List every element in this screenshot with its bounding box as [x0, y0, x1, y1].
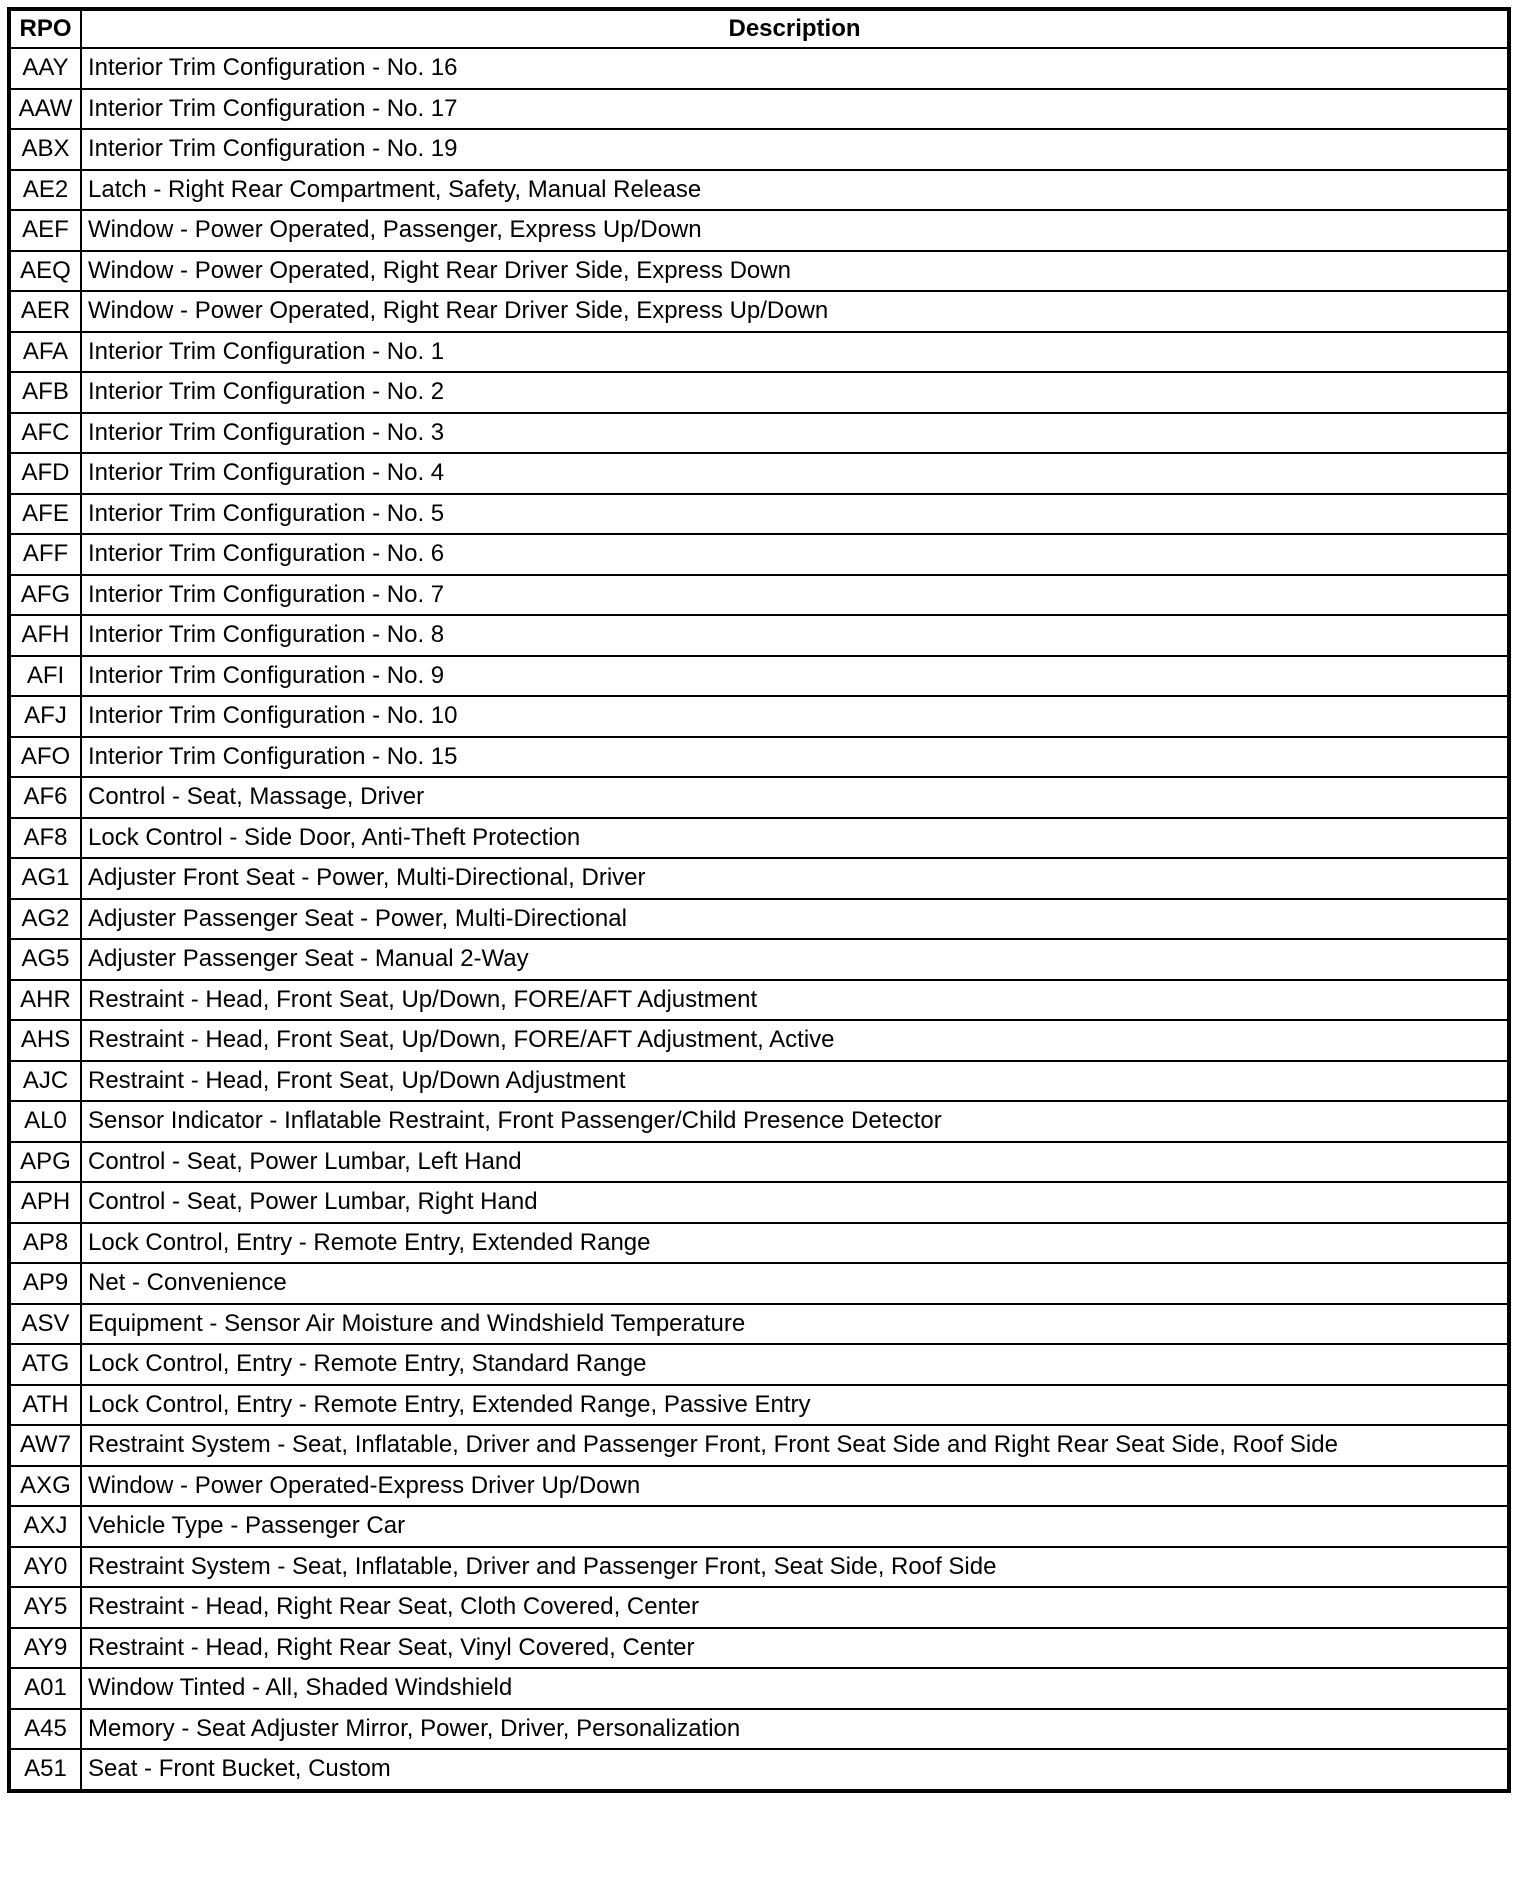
rpo-code-cell: AEQ — [9, 251, 81, 292]
rpo-code-cell: AW7 — [9, 1425, 81, 1466]
description-cell: Interior Trim Configuration - No. 3 — [81, 413, 1509, 454]
rpo-code-cell: APH — [9, 1182, 81, 1223]
table-row — [9, 494, 1509, 535]
rpo-code-cell: AE2 — [9, 170, 81, 211]
description-cell: Adjuster Passenger Seat - Manual 2-Way — [81, 939, 1509, 980]
description-cell: Control - Seat, Power Lumbar, Left Hand — [81, 1142, 1509, 1183]
rpo-table — [7, 7, 1511, 1793]
table-row — [9, 615, 1509, 656]
table-row — [9, 1385, 1509, 1426]
table-row — [9, 1709, 1509, 1750]
table-row — [9, 1749, 1509, 1791]
table-row — [9, 291, 1509, 332]
table-header-row — [9, 9, 1509, 48]
description-cell: Equipment - Sensor Air Moisture and Windshield Temperature — [81, 1304, 1509, 1345]
rpo-code-cell: AHS — [9, 1020, 81, 1061]
table-row — [9, 1304, 1509, 1345]
table-row — [9, 1628, 1509, 1669]
rpo-code-cell: AFG — [9, 575, 81, 616]
description-cell: Interior Trim Configuration - No. 6 — [81, 534, 1509, 575]
description-cell: Interior Trim Configuration - No. 1 — [81, 332, 1509, 373]
description-cell: Interior Trim Configuration - No. 9 — [81, 656, 1509, 697]
description-cell: Window - Power Operated, Passenger, Express Up/Down — [81, 210, 1509, 251]
description-cell: Adjuster Front Seat - Power, Multi-Directional, Driver — [81, 858, 1509, 899]
description-cell: Interior Trim Configuration - No. 10 — [81, 696, 1509, 737]
rpo-code-cell: A01 — [9, 1668, 81, 1709]
rpo-code-cell: AXG — [9, 1466, 81, 1507]
description-cell: Vehicle Type - Passenger Car — [81, 1506, 1509, 1547]
table-row — [9, 777, 1509, 818]
description-cell: Lock Control, Entry - Remote Entry, Extended Range, Passive Entry — [81, 1385, 1509, 1426]
table-row — [9, 858, 1509, 899]
description-column-header: Description — [81, 9, 1509, 48]
rpo-code-cell: APG — [9, 1142, 81, 1183]
description-cell: Control - Seat, Massage, Driver — [81, 777, 1509, 818]
rpo-code-cell: AEF — [9, 210, 81, 251]
rpo-code-cell: AFO — [9, 737, 81, 778]
description-cell: Lock Control - Side Door, Anti-Theft Protection — [81, 818, 1509, 859]
table-row — [9, 575, 1509, 616]
rpo-code-cell: AFI — [9, 656, 81, 697]
rpo-code-cell: AER — [9, 291, 81, 332]
rpo-code-cell: ATH — [9, 1385, 81, 1426]
table-row — [9, 413, 1509, 454]
table-row — [9, 372, 1509, 413]
description-cell: Restraint - Head, Right Rear Seat, Vinyl Covered, Center — [81, 1628, 1509, 1669]
rpo-code-cell: AAY — [9, 48, 81, 89]
rpo-code-cell: AFH — [9, 615, 81, 656]
table-row — [9, 939, 1509, 980]
rpo-code-cell: ABX — [9, 129, 81, 170]
table-row — [9, 818, 1509, 859]
table-row — [9, 899, 1509, 940]
table-body — [9, 48, 1509, 1791]
description-cell: Lock Control, Entry - Remote Entry, Standard Range — [81, 1344, 1509, 1385]
rpo-code-cell: AFJ — [9, 696, 81, 737]
description-cell: Restraint System - Seat, Inflatable, Driver and Passenger Front, Front Seat Side and Right Rear Seat Side, Roof Side — [81, 1425, 1509, 1466]
table-row — [9, 1263, 1509, 1304]
table-row — [9, 696, 1509, 737]
rpo-code-cell: AFA — [9, 332, 81, 373]
description-cell: Interior Trim Configuration - No. 4 — [81, 453, 1509, 494]
table-row — [9, 48, 1509, 89]
rpo-code-cell: AG1 — [9, 858, 81, 899]
description-cell: Adjuster Passenger Seat - Power, Multi-Directional — [81, 899, 1509, 940]
rpo-code-cell: AFE — [9, 494, 81, 535]
table-row — [9, 1142, 1509, 1183]
rpo-code-cell: ATG — [9, 1344, 81, 1385]
rpo-code-cell: AL0 — [9, 1101, 81, 1142]
rpo-code-cell: AG5 — [9, 939, 81, 980]
rpo-code-cell: AY0 — [9, 1547, 81, 1588]
description-cell: Restraint - Head, Front Seat, Up/Down, FORE/AFT Adjustment, Active — [81, 1020, 1509, 1061]
table-row — [9, 1101, 1509, 1142]
description-cell: Interior Trim Configuration - No. 19 — [81, 129, 1509, 170]
table-row — [9, 1223, 1509, 1264]
description-cell: Sensor Indicator - Inflatable Restraint, Front Passenger/Child Presence Detector — [81, 1101, 1509, 1142]
description-cell: Window Tinted - All, Shaded Windshield — [81, 1668, 1509, 1709]
table-row — [9, 980, 1509, 1021]
description-cell: Interior Trim Configuration - No. 15 — [81, 737, 1509, 778]
table-row — [9, 1506, 1509, 1547]
rpo-code-cell: AXJ — [9, 1506, 81, 1547]
table-row — [9, 453, 1509, 494]
description-cell: Net - Convenience — [81, 1263, 1509, 1304]
description-cell: Interior Trim Configuration - No. 7 — [81, 575, 1509, 616]
rpo-code-cell: AFD — [9, 453, 81, 494]
rpo-code-cell: AP9 — [9, 1263, 81, 1304]
description-cell: Interior Trim Configuration - No. 17 — [81, 89, 1509, 130]
rpo-code-cell: AFC — [9, 413, 81, 454]
rpo-code-cell: AG2 — [9, 899, 81, 940]
description-cell: Interior Trim Configuration - No. 2 — [81, 372, 1509, 413]
rpo-code-cell: ASV — [9, 1304, 81, 1345]
table-row — [9, 1668, 1509, 1709]
rpo-code-cell: AFB — [9, 372, 81, 413]
rpo-code-cell: AP8 — [9, 1223, 81, 1264]
rpo-code-cell: AFF — [9, 534, 81, 575]
table-row — [9, 332, 1509, 373]
table-row — [9, 1061, 1509, 1102]
description-cell: Interior Trim Configuration - No. 16 — [81, 48, 1509, 89]
table-row — [9, 1425, 1509, 1466]
description-cell: Lock Control, Entry - Remote Entry, Extended Range — [81, 1223, 1509, 1264]
description-cell: Interior Trim Configuration - No. 8 — [81, 615, 1509, 656]
description-cell: Window - Power Operated, Right Rear Driver Side, Express Down — [81, 251, 1509, 292]
rpo-code-cell: AY5 — [9, 1587, 81, 1628]
description-cell: Control - Seat, Power Lumbar, Right Hand — [81, 1182, 1509, 1223]
description-cell: Window - Power Operated, Right Rear Driver Side, Express Up/Down — [81, 291, 1509, 332]
table-row — [9, 656, 1509, 697]
rpo-column-header: RPO — [9, 9, 81, 48]
description-cell: Restraint - Head, Front Seat, Up/Down Adjustment — [81, 1061, 1509, 1102]
description-cell: Memory - Seat Adjuster Mirror, Power, Driver, Personalization — [81, 1709, 1509, 1750]
description-cell: Window - Power Operated-Express Driver Up/Down — [81, 1466, 1509, 1507]
rpo-code-cell: AY9 — [9, 1628, 81, 1669]
table-row — [9, 1547, 1509, 1588]
description-cell: Seat - Front Bucket, Custom — [81, 1749, 1509, 1791]
table-row — [9, 1182, 1509, 1223]
table-row — [9, 89, 1509, 130]
description-cell: Restraint System - Seat, Inflatable, Driver and Passenger Front, Seat Side, Roof Side — [81, 1547, 1509, 1588]
table-row — [9, 1020, 1509, 1061]
rpo-code-cell: AF6 — [9, 777, 81, 818]
table-row — [9, 210, 1509, 251]
table-row — [9, 129, 1509, 170]
rpo-code-cell: AF8 — [9, 818, 81, 859]
rpo-code-cell: AAW — [9, 89, 81, 130]
rpo-code-cell: A45 — [9, 1709, 81, 1750]
description-cell: Latch - Right Rear Compartment, Safety, Manual Release — [81, 170, 1509, 211]
table-row — [9, 1344, 1509, 1385]
description-cell: Interior Trim Configuration - No. 5 — [81, 494, 1509, 535]
rpo-table-container — [7, 7, 1511, 1793]
table-row — [9, 1466, 1509, 1507]
description-cell: Restraint - Head, Right Rear Seat, Cloth Covered, Center — [81, 1587, 1509, 1628]
rpo-code-cell: A51 — [9, 1749, 81, 1791]
table-row — [9, 1587, 1509, 1628]
rpo-code-cell: AJC — [9, 1061, 81, 1102]
table-row — [9, 534, 1509, 575]
table-row — [9, 737, 1509, 778]
table-row — [9, 170, 1509, 211]
table-row — [9, 251, 1509, 292]
description-cell: Restraint - Head, Front Seat, Up/Down, FORE/AFT Adjustment — [81, 980, 1509, 1021]
rpo-code-cell: AHR — [9, 980, 81, 1021]
